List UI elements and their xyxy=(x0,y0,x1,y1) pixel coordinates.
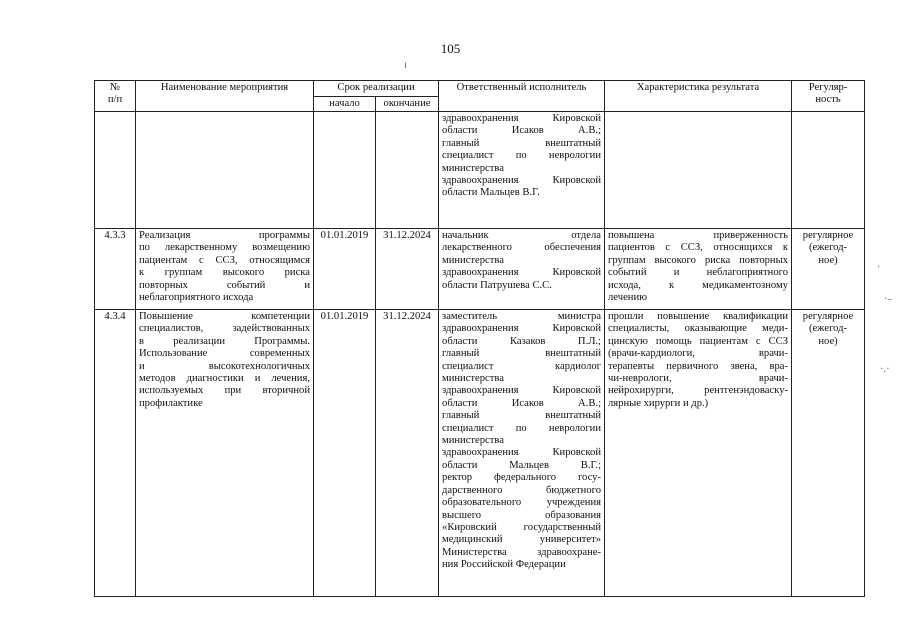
activity-name-line: пациентам с ССЗ, относящимся xyxy=(139,254,310,266)
result-line: повышена приверженность xyxy=(608,230,789,241)
executor-line: ния Российской Федерации xyxy=(442,559,566,571)
start-date: 01.01.2019 xyxy=(320,230,369,241)
regularity-line: ное) xyxy=(818,254,838,266)
executor-line: области Патрушева С.С. xyxy=(442,279,552,291)
executor-line: министерства xyxy=(442,373,504,385)
header-end: окончание xyxy=(376,97,439,112)
executor-line: здравоохранения Кировской xyxy=(442,175,602,187)
executor-line: области Мальцев В.Г. xyxy=(442,187,540,199)
header-regularity xyxy=(792,81,865,112)
executor-line: области Исаков А.В.; xyxy=(442,125,602,137)
result-line: прошли повышение квалификации xyxy=(608,311,789,322)
executor-line: здравоохранения Кировской xyxy=(442,447,602,459)
result-line: исхода, к медикаментозному xyxy=(608,279,789,291)
cell-regularity xyxy=(792,310,865,597)
scan-speck: ·.· xyxy=(880,364,890,375)
page-number: 105 xyxy=(440,41,461,56)
cell-executor xyxy=(439,229,605,310)
regularity-line: регулярное xyxy=(802,311,854,322)
scan-speck: · xyxy=(877,262,881,273)
cell-result xyxy=(605,229,792,310)
activity-name-line: к группам высокого риска xyxy=(139,267,310,279)
executor-line: главный внештатный xyxy=(442,137,602,149)
regularity-line: ное) xyxy=(818,335,838,347)
result-line: нейрохирурги, рентгенэндоваску- xyxy=(608,385,789,397)
cell-end xyxy=(376,310,439,597)
activity-number: 4.3.4 xyxy=(104,311,126,322)
executor-line: главный внештатный xyxy=(442,348,602,360)
result-line: чи-неврологи, врачи- xyxy=(608,373,789,385)
table-row xyxy=(95,229,865,310)
activity-name-line: повторных событий и xyxy=(139,279,310,291)
executor-line: области Исаков А.В.; xyxy=(442,397,602,409)
header-name: Наименование мероприятия xyxy=(136,81,314,112)
header-result: Характеристика результата xyxy=(605,81,792,112)
result-line: лечению xyxy=(608,292,648,304)
executor-line: высшего образования xyxy=(442,509,602,521)
executor-line: специалист по неврологии xyxy=(442,150,602,162)
regularity-line: регулярное xyxy=(802,230,854,241)
executor-line: области Казаков П.Л.; xyxy=(442,335,602,347)
cell-end xyxy=(376,229,439,310)
cell-executor xyxy=(439,310,605,597)
executor-line: медицинский университет» xyxy=(442,534,602,546)
scan-speck: ·– xyxy=(884,294,893,305)
header-executor: Ответственный исполнитель xyxy=(439,81,605,112)
scan-speck: ı xyxy=(404,60,407,71)
end-date: 31.12.2024 xyxy=(383,311,431,322)
regularity-line: (ежегод- xyxy=(808,242,848,254)
executor-line: специалист кардиолог xyxy=(442,360,602,372)
executor-line: образовательного учреждения xyxy=(442,497,602,509)
executor-line: здравоохранения Кировской xyxy=(442,323,602,335)
cell-regularity xyxy=(792,229,865,310)
table-row xyxy=(95,112,865,229)
activity-name-line: Повышение компетенции xyxy=(139,311,310,322)
result-line: лярные хирурги и др.) xyxy=(608,397,709,409)
cell-start xyxy=(314,310,376,597)
cell-name xyxy=(136,310,314,597)
header-regularity-label: Регуляр- ность xyxy=(808,82,848,105)
activity-name-line: неблагоприятного исхода xyxy=(139,292,254,304)
result-line: пациентов с ССЗ, относящихся к xyxy=(608,242,789,254)
result-line: специалисты, оказывающие меди- xyxy=(608,323,789,335)
header-num-label: № п/п xyxy=(107,82,123,105)
activity-name-line: профилактике xyxy=(139,397,203,409)
result-line: цинскую помощь пациентам с ССЗ xyxy=(608,335,789,347)
executor-line: главный внештатный xyxy=(442,410,602,422)
activity-name-line: методов диагностики и лечения, xyxy=(139,373,310,385)
executor-line: заместитель министра xyxy=(442,311,602,322)
executor-line: здравоохранения Кировской xyxy=(442,385,602,397)
activity-name-line: используемых при вторичной xyxy=(139,385,310,397)
executor-line: области Мальцев В.Г.; xyxy=(442,459,602,471)
executor-line: Министерства здравоохране- xyxy=(442,546,602,558)
activity-number: 4.3.3 xyxy=(104,230,126,241)
cell-result xyxy=(605,112,792,229)
activity-name-line: в реализации Программы. xyxy=(139,335,310,347)
executor-line: министерства xyxy=(442,162,504,174)
result-line: терапевты первичного звена, вра- xyxy=(608,360,789,372)
activity-name-line: и высокотехнологичных xyxy=(139,360,310,372)
executor-line: «Кировский государственный xyxy=(442,521,602,533)
executor-line: здравоохранения Кировской xyxy=(442,267,602,279)
result-line: событий и неблагоприятного xyxy=(608,267,789,279)
start-date: 01.01.2019 xyxy=(320,311,369,322)
cell-end xyxy=(376,112,439,229)
header-num xyxy=(95,81,136,112)
cell-num xyxy=(95,112,136,229)
cell-num xyxy=(95,229,136,310)
result-line: группам высокого риска повторных xyxy=(608,254,789,266)
cell-regularity xyxy=(792,112,865,229)
activity-name-line: Реализация программы xyxy=(139,230,310,241)
end-date: 31.12.2024 xyxy=(383,230,431,241)
cell-executor xyxy=(439,112,605,229)
cell-num xyxy=(95,310,136,597)
activity-name-line: Использование современных xyxy=(139,348,310,360)
executor-line: министерства xyxy=(442,254,504,266)
header-term: Срок реализации xyxy=(314,81,439,97)
executor-line: лекарственного обеспечения xyxy=(442,242,602,254)
table-row xyxy=(95,310,865,597)
cell-start xyxy=(314,112,376,229)
cell-result xyxy=(605,310,792,597)
executor-line: начальник отдела xyxy=(442,230,602,241)
activity-name-line: по лекарственному возмещению xyxy=(139,242,310,254)
cell-start xyxy=(314,229,376,310)
executor-line: министерства xyxy=(442,435,504,447)
cell-name xyxy=(136,112,314,229)
executor-line: здравоохранения Кировской xyxy=(442,113,602,124)
result-line: (врачи-кардиологи, врачи- xyxy=(608,348,789,360)
executor-line: ректор федерального госу- xyxy=(442,472,602,484)
activities-table xyxy=(94,80,865,597)
executor-line: специалист по неврологии xyxy=(442,422,602,434)
header-start: начало xyxy=(314,97,376,112)
executor-line: дарственного бюджетного xyxy=(442,484,602,496)
cell-name xyxy=(136,229,314,310)
activity-name-line: специалистов, задействованных xyxy=(139,323,310,335)
regularity-line: (ежегод- xyxy=(808,323,848,335)
